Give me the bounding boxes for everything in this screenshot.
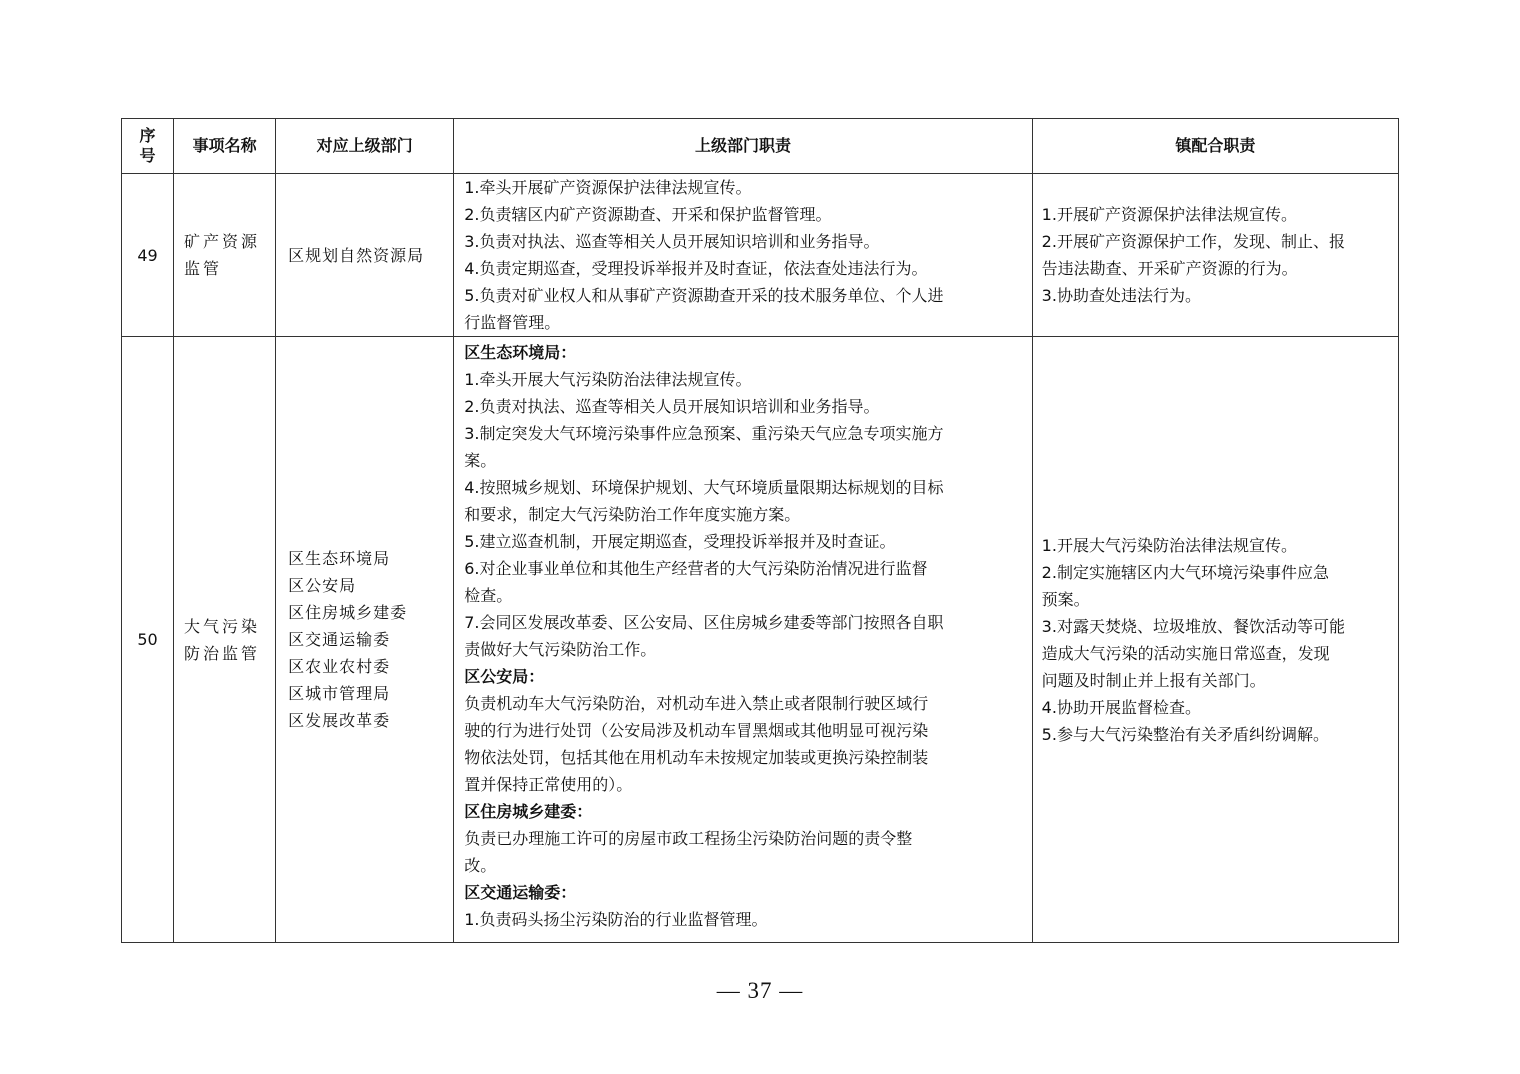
- town-duty-line: 4.协助开展监督检查。: [1041, 697, 1201, 717]
- duty-line: 2.负责对执法、巡查等相关人员开展知识培训和业务指导。: [464, 397, 880, 416]
- row-superior-duty: [454, 174, 1032, 337]
- dept-line: 区规划自然资源局: [288, 245, 425, 265]
- responsibility-table: [121, 118, 1399, 943]
- town-duty-line: 3.协助查处违法行为。: [1041, 286, 1201, 305]
- dept-line: 区农业农村委: [288, 657, 391, 676]
- duty-line: 负责已办理施工许可的房屋市政工程扬尘污染防治问题的责令整: [464, 829, 913, 848]
- duty-line: 1.牵头开展大气污染防治法律法规宣传。: [464, 370, 752, 389]
- dept-line: 区生态环境局: [288, 549, 391, 568]
- town-duty-line: 问题及时制止并上报有关部门。: [1041, 670, 1266, 690]
- row-superior-duty: [454, 337, 1032, 943]
- header-serial-line: 序: [139, 126, 156, 145]
- duty-section-heading: 区交通运输委：: [464, 883, 577, 902]
- dept-line: 区交通运输委: [288, 630, 391, 649]
- dept-line: 区住房城乡建委: [288, 603, 408, 622]
- row-item-name: [174, 337, 276, 943]
- town-duty-line: 造成大气污染的活动实施日常巡查，发现: [1041, 643, 1330, 663]
- duty-line: 负责机动车大气污染防治，对机动车进入禁止或者限制行驶区域行: [464, 694, 929, 713]
- row-town-duty: [1032, 337, 1398, 943]
- header-superior-duty: 上级部门职责: [454, 119, 1032, 174]
- header-item-name: 事项名称: [174, 119, 276, 174]
- table-row: [122, 337, 1399, 943]
- page-number: — 37 —: [716, 978, 804, 1003]
- header-serial-line: 号: [139, 146, 156, 165]
- header-serial-number: [122, 119, 174, 174]
- duty-line: 7.会同区发展改革委、区公安局、区住房城乡建委等部门按照各自职: [464, 613, 944, 632]
- item-name-line: 大气污染: [184, 616, 261, 636]
- duty-line: 5.建立巡查机制，开展定期巡查，受理投诉举报并及时查证。: [464, 532, 896, 551]
- duty-section-heading: 区住房城乡建委：: [464, 802, 593, 821]
- duty-line: 1.负责码头扬尘污染防治的行业监督管理。: [464, 910, 768, 929]
- duty-line: 物依法处罚，包括其他在用机动车未按规定加装或更换污染控制装: [464, 748, 929, 767]
- duty-line: 驶的行为进行处罚（公安局涉及机动车冒黑烟或其他明显可视污染: [464, 721, 929, 740]
- town-duty-line: 2.制定实施辖区内大气环境污染事件应急: [1041, 562, 1329, 582]
- town-duty-line: 1.开展矿产资源保护法律法规宣传。: [1041, 205, 1297, 224]
- town-duty-line: 1.开展大气污染防治法律法规宣传。: [1041, 535, 1297, 555]
- item-name-line: 监管: [184, 259, 223, 278]
- duty-line: 行监督管理。: [464, 313, 561, 332]
- town-duty-line: 告违法勘查、开采矿产资源的行为。: [1041, 259, 1298, 278]
- duty-line: 3.制定突发大气环境污染事件应急预案、重污染天气应急专项实施方: [464, 424, 944, 443]
- duty-line: 2.负责辖区内矿产资源勘查、开采和保护监督管理。: [464, 205, 832, 224]
- row-superior-dept: [276, 174, 454, 337]
- header-superior-dept: 对应上级部门: [276, 119, 454, 174]
- duty-line: 3.负责对执法、巡查等相关人员开展知识培训和业务指导。: [464, 232, 880, 251]
- duty-line: 4.按照城乡规划、环境保护规划、大气环境质量限期达标规划的目标: [464, 478, 944, 497]
- duty-line: 4.负责定期巡查，受理投诉举报并及时查证，依法查处违法行为。: [464, 259, 928, 278]
- town-duty-line: 3.对露天焚烧、垃圾堆放、餐饮活动等可能: [1041, 616, 1345, 636]
- dept-line: 区公安局: [288, 576, 357, 595]
- row-town-duty: [1032, 174, 1398, 337]
- row-serial-number: 49: [122, 174, 174, 337]
- item-name-line: 防治监管: [184, 643, 261, 663]
- duty-line: 案。: [464, 451, 497, 470]
- duty-line: 6.对企业事业单位和其他生产经营者的大气污染防治情况进行监督: [464, 559, 928, 578]
- duty-line: 1.牵头开展矿产资源保护法律法规宣传。: [464, 178, 752, 197]
- town-duty-line: 5.参与大气污染整治有关矛盾纠纷调解。: [1041, 724, 1329, 744]
- dept-line: 区城市管理局: [288, 684, 391, 703]
- town-duty-line: 预案。: [1041, 589, 1090, 609]
- duty-section-heading: 区公安局：: [464, 667, 545, 686]
- duty-line: 检查。: [464, 586, 513, 605]
- item-name-line: 矿产资源: [184, 232, 261, 251]
- duty-section-heading: 区生态环境局：: [464, 343, 577, 362]
- duty-line: 和要求，制定大气污染防治工作年度实施方案。: [464, 505, 801, 524]
- row-item-name: [174, 174, 276, 337]
- duty-line: 改。: [464, 856, 497, 875]
- row-superior-dept: [276, 337, 454, 943]
- duty-line: 5.负责对矿业权人和从事矿产资源勘查开采的技术服务单位、个人进: [464, 286, 944, 305]
- duty-line: 置并保持正常使用的）。: [464, 775, 633, 794]
- duty-line: 责做好大气污染防治工作。: [464, 640, 657, 659]
- table-header-row: [122, 119, 1399, 174]
- town-duty-line: 2.开展矿产资源保护工作，发现、制止、报: [1041, 232, 1345, 251]
- header-town-duty: 镇配合职责: [1032, 119, 1398, 174]
- dept-line: 区发展改革委: [288, 711, 391, 730]
- row-serial-number: 50: [122, 337, 174, 943]
- table-row: [122, 174, 1399, 337]
